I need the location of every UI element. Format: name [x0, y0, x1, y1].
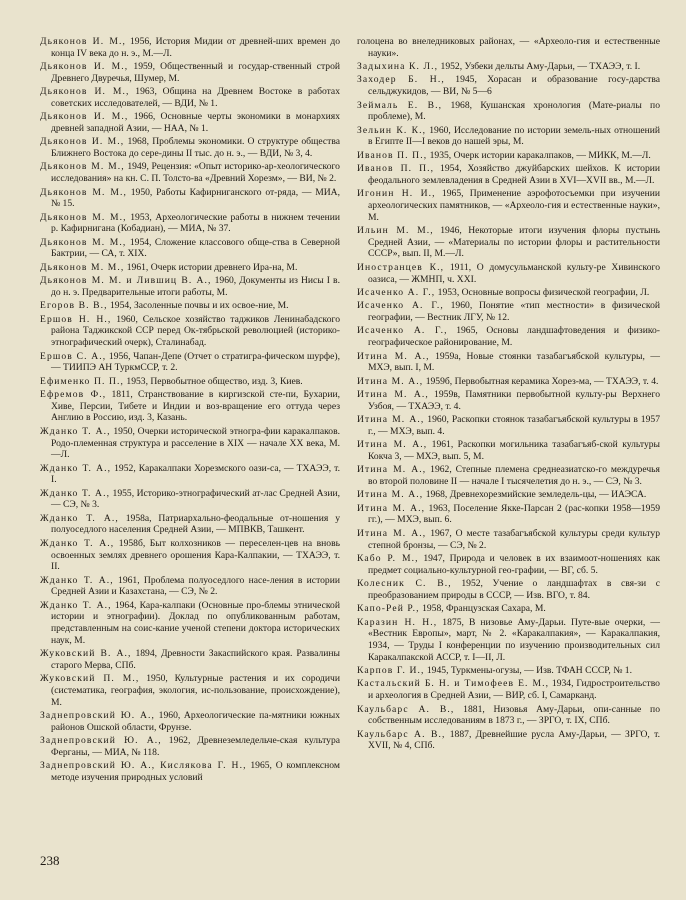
bibliography-entry [40, 376, 340, 388]
bibliography-entry [40, 314, 340, 349]
entry-author: Итина М. А., [357, 489, 424, 501]
entry-author: Итина М. А., [357, 502, 426, 514]
bibliography-entry [357, 389, 660, 412]
bibliography-entry [40, 111, 340, 134]
entry-text: 1887, Древнейшие русла Аму-Дарьи, — ЗРГО, т. XVII, № 4, СПб. [368, 728, 660, 752]
entry-author: Колесник С. В., [357, 578, 452, 590]
entry-author: Ершов С. А., [40, 350, 107, 362]
entry-author: Каульбарс А. В., [357, 728, 446, 740]
entry-text: 1952, Каракалпаки Хорезмского оази-са, — ТХАЭЭ, т. I. [51, 462, 340, 486]
entry-text: 1956, Чапан-Депе (Отчет о стратигра-фическом шурфе), — ТИИПЭ АН ТуркмССР, т. 2. [51, 350, 340, 374]
entry-author: Жданко Т. А., [40, 599, 112, 611]
entry-author: Исаченко А. Г., [357, 300, 444, 312]
entry-text: 1953, Основные вопросы физической географии, Л. [435, 286, 650, 298]
entry-text: 1968, Древнехорезмийские земледель-цы, — ИАЭСА. [423, 489, 647, 501]
entry-author: Дьяконов И. М., [40, 111, 129, 123]
entry-text: 1875, В низовье Аму-Дарьи. Путе-вые очерки, — «Вестник Европы», март, № 2. «Каракалпакия», — Каракалпакия, 1934, — Труды I конференции по изучению производительных сил Каракалпакской АССР, т. I—II, Л. [368, 616, 660, 663]
entry-author: Дьяконов М. М. и Лившиц В. А., [40, 275, 212, 287]
entry-author: Жуковский В. А., [40, 648, 132, 660]
bibliography-entry [357, 553, 660, 576]
bibliography-entry [40, 488, 340, 511]
entry-author: Итина М. А., [357, 350, 430, 362]
page-number: 238 [40, 853, 60, 868]
entry-author: Егоров В. В., [40, 300, 108, 312]
entry-author: Каульбарс А. В., [357, 703, 455, 715]
entry-text: 1954, Засоленные почвы и их освое-ние, М. [107, 300, 289, 312]
bibliography-entry [357, 325, 660, 348]
entry-author: Итина М. А., [357, 375, 424, 387]
bibliography-entry [40, 351, 340, 374]
entry-author: Заходер Б. Н., [357, 74, 445, 86]
bibliography-entry [40, 710, 340, 733]
bibliography-entry [40, 600, 340, 647]
entry-text: 1945, Туркмены-огузы, — Изв. ТФАН СССР, № 1. [424, 665, 632, 677]
bibliography-entry [40, 463, 340, 486]
entry-text: 1964, Кара-калпаки (Основные про-блемы этнической истории и этнографии). Доклад по опубликованным работам, представленным на соис-кание ученой степени доктора исторических наук, М. [51, 599, 340, 646]
entry-text: 1950, Очерки исторической этногра-фии каракалпаков. Родо-племенная структура и расселение в XIX — начале XX века, М.—Л. [51, 425, 340, 461]
entry-text: 1960, Археологические па-мятники южных районов Ошской области, Фрунзе. [51, 710, 340, 733]
left-column [40, 36, 340, 785]
entry-text: 1956, История Мидии от древней-ших времен до конца IV века до н. э., М.—Л. [51, 36, 340, 59]
bibliography-entry [357, 578, 660, 601]
bibliography-entry [357, 503, 660, 526]
entry-author: Исаченко А. Г., [357, 286, 436, 298]
entry-author: Ефремов Ф., [40, 389, 107, 400]
entry-author: Жданко Т. А., [40, 462, 112, 474]
entry-author: Каразин Н. Н., [357, 616, 438, 628]
entry-author: Дьяконов И. М., [40, 36, 126, 47]
bibliography-entry [40, 300, 340, 312]
bibliography-entry [357, 61, 660, 73]
bibliography-entry [40, 673, 340, 708]
bibliography-entry [357, 262, 660, 285]
bibliography-entry [40, 237, 340, 260]
entry-text: 1965, Применение аэрофотосъемки при изучении археологических памятников, — «Археоло-гия и естественные науки», М. [368, 188, 660, 223]
entry-author: Ефименко П. П., [40, 375, 124, 387]
bibliography-entry [357, 125, 660, 148]
entry-author: Ершов Н. Н., [40, 313, 112, 325]
bibliography-entry [357, 603, 660, 615]
entry-text: 1935, Очерк истории каракалпаков, — МИКК, М.—Л. [427, 149, 651, 161]
bibliography-entry [40, 212, 340, 235]
entry-text: 1967, О месте тазабагъябской культуры среди культур степной бронзы, — СЭ, № 2. [368, 527, 660, 551]
entry-author: Кастальский Б. Н. и Тимофеев Е. М., [357, 678, 550, 690]
entry-author: Игонин Н. И., [357, 188, 436, 200]
entry-text: 1963, Община на Древнем Востоке в работах советских исследователей, — ВДИ, № 1. [51, 86, 340, 109]
entry-text: 1955, Историко-этнографический ат-лас Средней Азии, — СЭ, № 3. [51, 487, 340, 511]
bibliography-entry [357, 163, 660, 186]
entry-text: 1959б, Первобытная керамика Хорез-ма, — ТХАЭЭ, т. 4. [423, 375, 659, 387]
bibliography-entry [40, 187, 340, 210]
bibliography-entry [40, 86, 340, 109]
entry-text: 1952, Узбеки дельты Аму-Дарьи, — ТХАЭЭ, т. I. [438, 61, 641, 73]
entry-author: Жуковский П. М., [40, 673, 140, 685]
bibliography-entry [40, 389, 340, 424]
entry-text: 1953, Археологические работы в нижнем течении р. Кафирнигана (Кобадиан), — МИА, № 37. [51, 211, 340, 235]
entry-text: 1960, Документы из Нисы I в. до н. э. Предварительные итоги работы, М. [51, 275, 340, 298]
bibliography-entry [40, 513, 340, 536]
bibliography-entry [357, 704, 660, 727]
entry-author: Иванов П. П., [357, 149, 428, 161]
entry-text: 1965, Основы ландшафтоведения и физико-географическое районирование, М. [368, 325, 660, 349]
entry-text: 1950, Культурные растения и их сородичи (систематика, география, экология, ис-пользование, происхождение), М. [51, 673, 341, 708]
bibliography-entry [357, 188, 660, 223]
entry-text: 1952, Учение о ландшафтах в свя-зи с преобразованием природы в СССР, — Изв. ВГО, т. 84. [368, 578, 661, 601]
entry-text: 1934, Гидростроительство и археология в Средней Азии, — ВИР, сб. I, Самарканд. [368, 678, 660, 702]
entry-author: Итина М. А., [357, 414, 425, 426]
entry-text: 1960, Сельское хозяйство таджиков Ленинабадского района Таджикской ССР перед Ок-тябрьской революцией (историко-этнографический очерк), Сталинабад. [51, 313, 340, 349]
entry-text: голоцена во внеледниковых районах, — «Археоло-гия и естественные науки». [357, 36, 660, 59]
entry-text: 1960, Исследование по истории земель-ных отношений в Египте II—I веков до нашей эры, М. [368, 124, 660, 148]
entry-text: 1962, Древнеземледельче-ская культура Ферганы, — МИА, № 118. [51, 735, 340, 758]
entry-text: 1945, Хорасан и образование госу-дарства сельджукидов, — ВИ, № 5—6 [368, 74, 660, 98]
entry-author: Заднепровский Ю. А., [40, 735, 162, 747]
entry-text: 1959а, Новые стоянки тазабагъябской культуры, — МХЭ, вып. I, М. [368, 350, 660, 374]
entry-text: 1959в, Памятники первобытной культу-ры Верхнего Узбоя, — ТХАЭЭ, т. 4. [368, 389, 660, 412]
entry-author: Капо-Рей Р., [357, 603, 420, 615]
entry-author: Заднепровский Ю. А., Кислякова Г. Н., [40, 760, 247, 772]
entry-author: Жданко Т. А., [40, 487, 111, 499]
bibliography-entry [357, 617, 660, 664]
entry-author: Жданко Т. А., [40, 537, 115, 549]
entry-author: Ильин М. М., [357, 225, 434, 237]
bibliography-entry [357, 287, 660, 299]
entry-author: Дьяконов М. М., [40, 211, 127, 223]
bibliography-entry [40, 538, 340, 573]
entry-author: Задыхина К. Л., [357, 61, 439, 73]
bibliography-entry [357, 376, 660, 388]
entry-author: Карпов Г. И., [357, 665, 425, 677]
bibliography-entry [357, 150, 660, 162]
entry-author: Жданко Т. А., [40, 512, 119, 524]
entry-author: Зельин К. К., [357, 124, 427, 136]
entry-text: 1966, Основные черты экономики в монархиях древней западной Азии, — НАА, № 1. [51, 111, 341, 134]
entry-text: 1811, Странствование в киргизской сте-пи, Бухарии, Хиве, Персии, Тибете и Индии и воз-вращение его оттуда через Англию в Россию, изд. 3, Казань. [51, 389, 340, 424]
entry-text: 1960, Раскопки стоянок тазабагъябской культуры в 1957 г., — МХЭ, вып. 4. [368, 414, 660, 437]
bibliography-entry [40, 36, 340, 59]
entry-author: Дьяконов И. М., [40, 86, 130, 98]
bibliography-entry [357, 351, 660, 374]
entry-text: 1965, О комплексном методе изучения природных условий [51, 760, 340, 784]
entry-author: Дьяконов М. М., [40, 261, 125, 273]
entry-author: Жданко Т. А., [40, 574, 114, 586]
bibliography-entry [357, 225, 660, 260]
entry-text: 1946, Некоторые итоги изучения флоры пустынь Средней Азии, — «Материалы по истории флоры и растительности СССР», вып. II, М.—Л. [368, 225, 660, 260]
bibliography-entry [357, 74, 660, 97]
entry-text: 1949, Рецензия: «Опыт историко-ар-хеологического исследования» на кн. С. П. Толсто-ва «Древний Хорезм», — ВИ, № 2. [51, 161, 340, 185]
entry-author: Дьяконов М. М., [40, 161, 125, 173]
bibliography-entry [357, 489, 660, 501]
entry-author: Кабо Р. М., [357, 552, 419, 564]
entry-text: 1958а, Патриархально-феодальные от-ношения у полуоседлого населения Средней Азии, — МПВКВ, Ташкент. [51, 512, 340, 536]
entry-text: 1963, Поселение Якке-Парсан 2 (рас-копки 1958—1959 гг.), — МХЭ, вып. 6. [368, 502, 660, 526]
bibliography-entry [40, 136, 340, 159]
bibliography-entry [40, 735, 340, 758]
entry-text: 1961, Раскопки могильника тазабагъяб-ской культуры Кокча 3, — МХЭ, вып. 5, М. [368, 439, 660, 462]
entry-text: 1968, Проблемы экономики. О структуре общества Ближнего Востока до сере-дины II тыс. до н. э., — ВДИ, № 3, 4. [51, 136, 340, 160]
entry-text: 1954, Хозяйство джуйбарских шейхов. К истории феодального землевладения в Средней Азии в XVI—XVII вв., М.—Л. [368, 163, 661, 186]
bibliography-entry [357, 678, 660, 701]
entry-text: 1968, Кушанская хронология (Мате-риалы по проблеме), М. [368, 99, 660, 123]
bibliography-entry [357, 665, 660, 677]
bibliography-entry [40, 426, 340, 461]
bibliography-entry [357, 414, 660, 437]
entry-author: Иностранцев К., [357, 261, 445, 273]
bibliography-entry [357, 36, 660, 59]
entry-text: 1959, Общественный и государ-ственный строй Древнего Двуречья, Шумер, М. [51, 61, 341, 84]
bibliography-entry [357, 439, 660, 462]
bibliography-entry [40, 262, 340, 274]
bibliography-entry [40, 61, 340, 84]
bibliography-entry [40, 648, 340, 671]
bibliography-entry [40, 275, 340, 298]
entry-author: Заднепровский Ю. А., [40, 710, 156, 722]
entry-author: Дьяконов М. М., [40, 186, 127, 198]
entry-author: Дьяконов М. М., [40, 236, 127, 248]
bibliography-entry [357, 100, 660, 123]
bibliography-entry [40, 575, 340, 598]
bibliography-entry [357, 300, 660, 323]
right-column [357, 36, 660, 754]
entry-text: 1947, Природа и человек в их взаимоот-ношениях как предмет социально-культурной гео-графии, — ВГ, сб. 5. [368, 552, 661, 576]
entry-author: Итина М. А., [357, 527, 427, 539]
entry-author: Исаченко А. Г., [357, 325, 448, 337]
entry-text: 1894, Древности Закаспийского края. Развалины старого Мерва, СПб. [51, 648, 340, 671]
entry-author: Дьяконов И. М., [40, 61, 129, 73]
entry-author: Иванов П. П., [357, 163, 435, 175]
entry-author: Итина М. А., [357, 389, 429, 400]
entry-text: 1958б, Быт колхозников — переселен-цев на вновь освоенных землях древнего орошения Кара-Калпакии, — ТХАЭЭ, т. II. [51, 537, 340, 573]
entry-author: Жданко Т. А., [40, 425, 111, 437]
entry-text: 1911, О домусульманской культу-ре Хивинского оазиса, — ЖМНП, ч. XXI. [368, 261, 660, 285]
bibliography-entry [40, 760, 340, 783]
entry-text: 1961, Проблема полуоседлого насе-ления в истории Средней Азии и Казахстана, — СЭ, № 2. [51, 574, 340, 598]
entry-text: 1962, Степные племена среднеазиатско-го междуречья во второй половине II — начале I тысячелетия до н. э., — СЭ, № 3. [368, 464, 660, 487]
entry-text: 1961, Очерк истории древнего Ира-на, М. [124, 261, 298, 273]
entry-author: Дьяконов И. М., [40, 136, 125, 148]
entry-author: Итина М. А., [357, 439, 428, 451]
entry-text: 1958, Французская Сахара, М. [419, 603, 546, 615]
entry-text: 1954, Сложение классового обще-ства в Северной Бактрии, — СА, т. XIX. [51, 236, 340, 260]
entry-text: 1953, Первобытное общество, изд. 3, Киев. [124, 375, 303, 387]
bibliography-entry [357, 464, 660, 487]
entry-text: 1950, Работы Кафирниганского от-ряда, — МИА, № 15. [51, 186, 340, 210]
entry-author: Итина М. А., [357, 464, 427, 476]
bibliography-entry [40, 161, 340, 184]
bibliography-entry [357, 528, 660, 551]
entry-author: Зеймаль Е. В., [357, 99, 443, 111]
bibliography-entry [357, 729, 660, 752]
entry-text: 1881, Низовья Аму-Дарьи, опи-санные по собственным исследованиям в 1873 г., — ЗРГО, т. IX, СПб. [368, 703, 660, 727]
entry-text: 1960, Понятие «тип местности» в физической географии, — Вестник ЛГУ, № 12. [368, 300, 661, 324]
